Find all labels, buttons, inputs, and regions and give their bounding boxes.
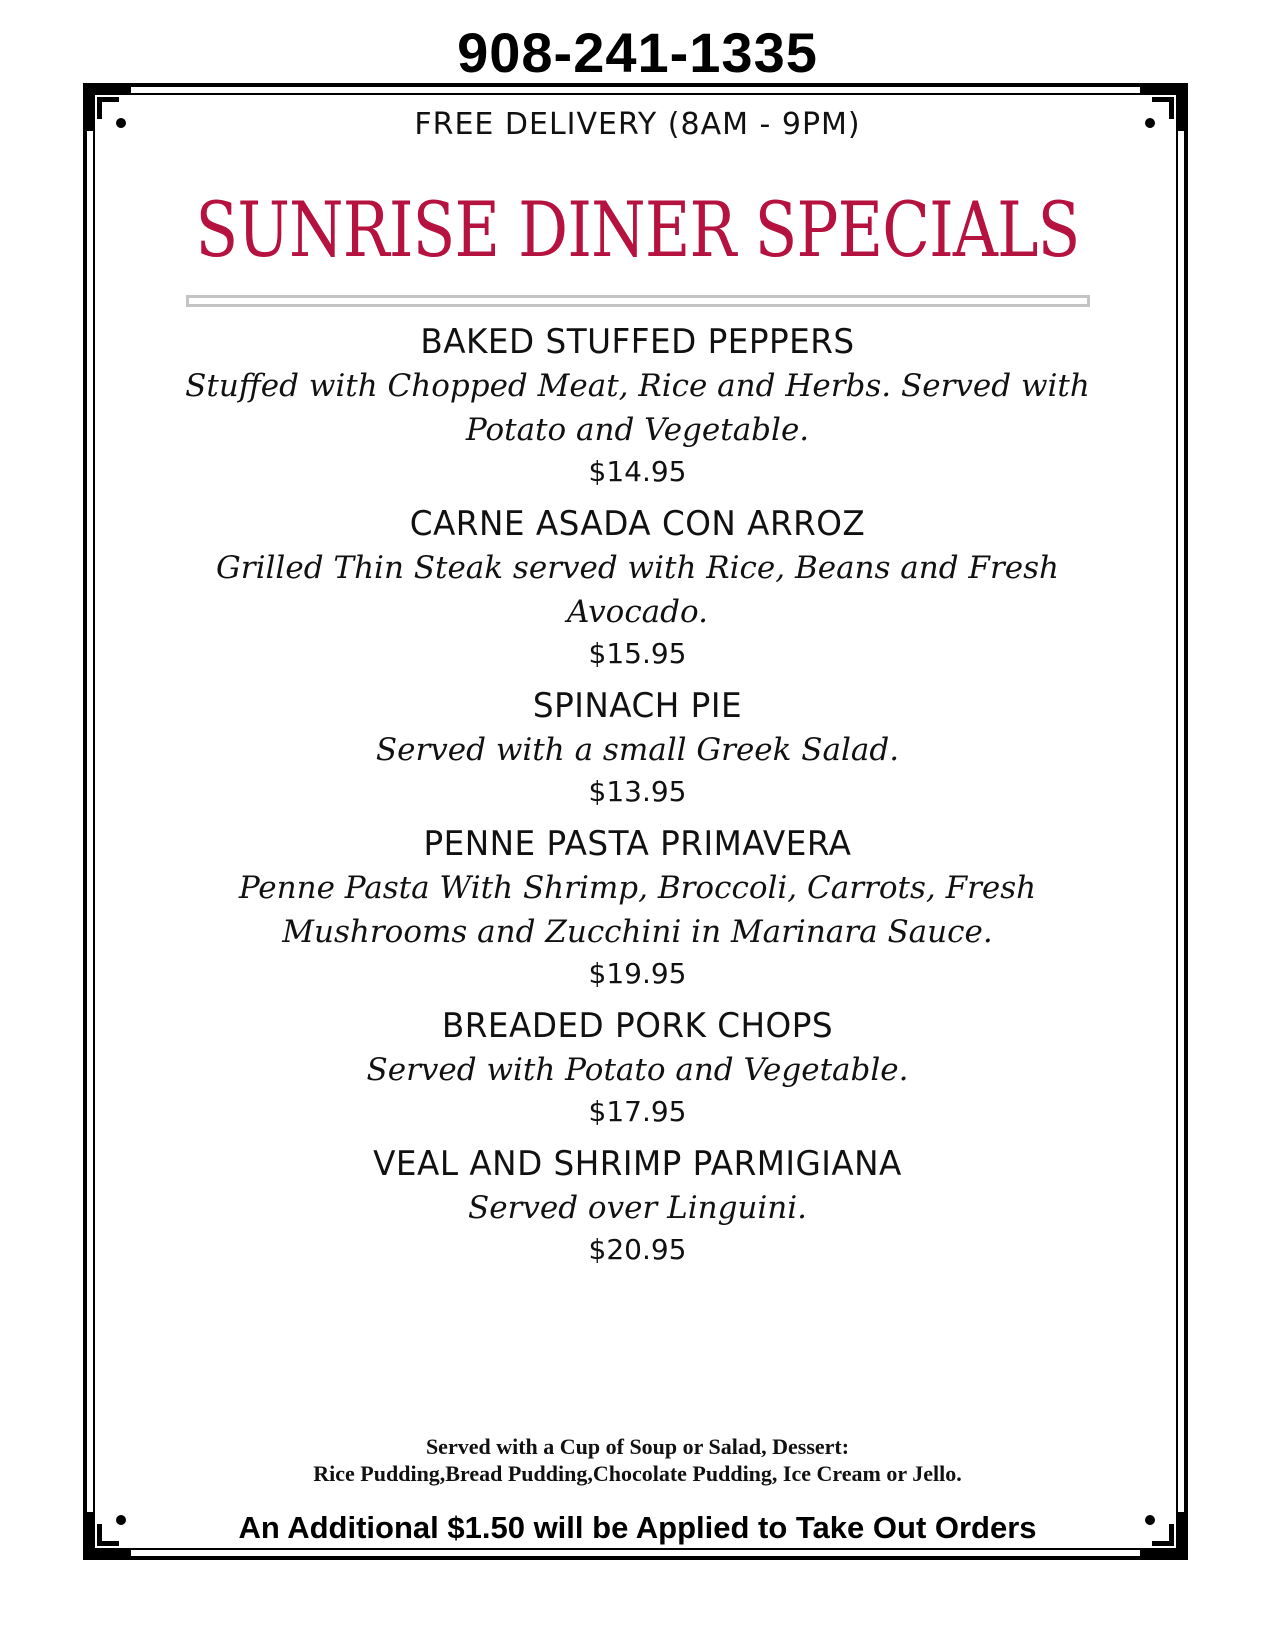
description-line: Served with a small Greek Salad. [375,732,900,768]
special-description [150,364,1125,452]
special-description [150,1048,1125,1092]
special-price: $13.95 [588,775,687,808]
special-name: CARNE ASADA CON ARROZ [409,504,866,544]
special-item [150,1004,1125,1132]
special-price: $14.95 [588,455,687,488]
special-price: $19.95 [588,957,687,990]
description-line: Served with Potato and Vegetable. [366,1052,909,1088]
special-name: PENNE PASTA PRIMAVERA [423,824,852,864]
included-sides-note [0,1433,1275,1487]
special-name: SPINACH PIE [532,686,743,726]
description-line: Served over Linguini. [467,1190,808,1226]
phone-number: 908-241-1335 [457,21,818,84]
description-line: Grilled Thin Steak served with Rice, Beans and Fresh [216,550,1059,586]
description-line: Mushrooms and Zucchini in Marinara Sauce. [282,914,993,950]
description-line: Penne Pasta With Shrimp, Broccoli, Carrots, Fresh [238,870,1037,906]
special-item [150,502,1125,674]
description-line: Stuffed with Chopped Meat, Rice and Herbs. Served with [185,368,1090,404]
title-divider [186,295,1090,307]
special-price: $20.95 [588,1233,687,1266]
special-description [150,728,1125,772]
desserts-line: Rice Pudding,Bread Pudding,Chocolate Pudding, Ice Cream or Jello. [313,1461,962,1486]
special-name: BAKED STUFFED PEPPERS [420,322,855,362]
special-price: $17.95 [588,1095,687,1128]
description-line: Potato and Vegetable. [465,412,810,448]
special-item [150,684,1125,812]
special-name: VEAL AND SHRIMP PARMIGIANA [373,1144,902,1184]
description-line: Avocado. [567,594,708,630]
special-item [150,822,1125,994]
special-item [150,1142,1125,1270]
specials-list [150,320,1125,1280]
special-description [150,866,1125,954]
special-name: BREADED PORK CHOPS [441,1006,834,1046]
takeout-surcharge-note: An Additional $1.50 will be Applied to Take Out Orders [238,1510,1037,1545]
special-item [150,320,1125,492]
delivery-hours: FREE DELIVERY (8AM - 9PM) [414,107,861,142]
sides-line: Served with a Cup of Soup or Salad, Dessert: [425,1434,850,1459]
special-description [150,546,1125,634]
menu-title: SUNRISE DINER SPECIALS [195,185,1080,274]
special-description [150,1186,1125,1230]
special-price: $15.95 [588,637,687,670]
